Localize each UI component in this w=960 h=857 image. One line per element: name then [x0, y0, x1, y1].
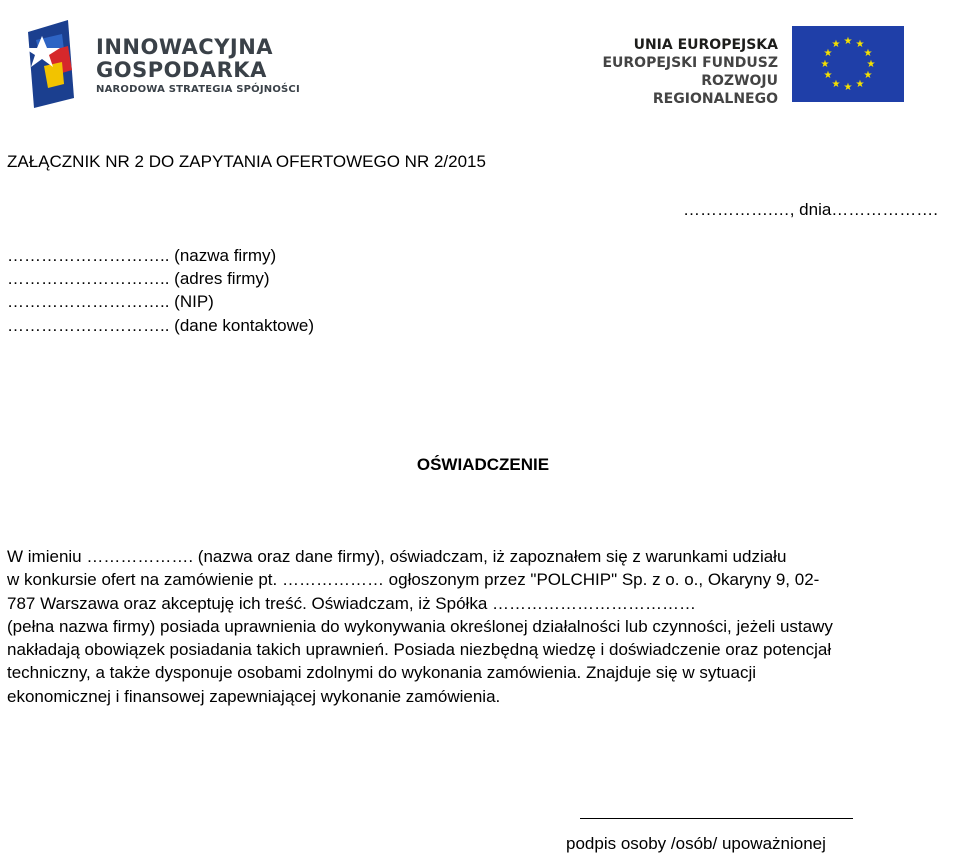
logo-line-2: GOSPODARKA	[96, 58, 267, 82]
svg-text:★: ★	[831, 39, 841, 50]
contact-field: ……………………….. (dane kontaktowe)	[7, 316, 315, 335]
innowacyjna-gospodarka-logo	[22, 14, 304, 118]
svg-text:★: ★	[855, 39, 865, 50]
paragraph-line: ekonomicznej i finansowej zapewniającej wykonanie zamówienia.	[7, 686, 501, 706]
nip-field: ……………………….. (NIP)	[7, 292, 214, 311]
eu-line-1: UNIA EUROPEJSKA	[633, 37, 778, 53]
svg-text:★: ★	[823, 70, 833, 81]
document-title: OŚWIADCZENIE	[416, 455, 550, 474]
signature-label: podpis osoby /osób/ upoważnionej	[566, 834, 826, 853]
eu-regional-fund-logo	[586, 22, 906, 107]
svg-text:★: ★	[843, 36, 853, 47]
eu-flag-icon	[792, 26, 904, 102]
svg-text:★: ★	[823, 48, 833, 59]
eu-line-2: EUROPEJSKI FUNDUSZ	[602, 55, 778, 71]
svg-text:★: ★	[831, 79, 841, 90]
svg-text:★: ★	[863, 48, 873, 59]
svg-text:★: ★	[863, 70, 873, 81]
svg-text:★: ★	[855, 79, 865, 90]
logo-line-3: NARODOWA STRATEGIA SPÓJNOŚCI	[96, 84, 300, 95]
paragraph-line: techniczny, a także dysponuje osobami zdolnymi do wykonania zamówienia. Znajduje się w sytuacji	[7, 663, 757, 683]
company-address-field: ……………………….. (adres firmy)	[7, 269, 270, 288]
svg-text:★: ★	[843, 82, 853, 93]
logo-line-1: INNOWACYJNA	[96, 35, 274, 59]
paragraph-line: w konkursie ofert na zamówienie pt. ……………… ogłoszonym przez "POLCHIP" Sp. z o. o., Okaryny 9, 02-	[7, 570, 820, 590]
paragraph-line: (pełna nazwa firmy) posiada uprawnienia do wykonywania określonej działalności lub czynności, jeżeli ustawy	[7, 616, 833, 636]
eu-line-3: ROZWOJU REGIONALNEGO	[652, 73, 778, 107]
declaration-paragraph	[7, 545, 960, 708]
paragraph-line: W imieniu ………………. (nazwa oraz dane firmy), oświadczam, iż zapoznałem się z warunkami udziału	[7, 547, 787, 566]
date-line: …………….…, dnia……………….	[683, 200, 939, 219]
paragraph-line: 787 Warszawa oraz akceptuję ich treść. Oświadczam, iż Spółka ………………………………	[7, 593, 697, 613]
signature-line	[580, 818, 853, 819]
innowacyjna-gospodarka-emblem-icon	[22, 18, 92, 113]
attachment-heading: ZAŁĄCZNIK NR 2 DO ZAPYTANIA OFERTOWEGO NR 2/2015	[7, 152, 486, 171]
paragraph-line: nakładają obowiązek posiadania takich uprawnień. Posiada niezbędną wiedzę i doświadczenie oraz potencjał	[7, 640, 832, 660]
svg-text:★: ★	[866, 59, 876, 70]
company-name-field: ……………………….. (nazwa firmy)	[7, 246, 277, 265]
svg-text:★: ★	[820, 59, 830, 70]
